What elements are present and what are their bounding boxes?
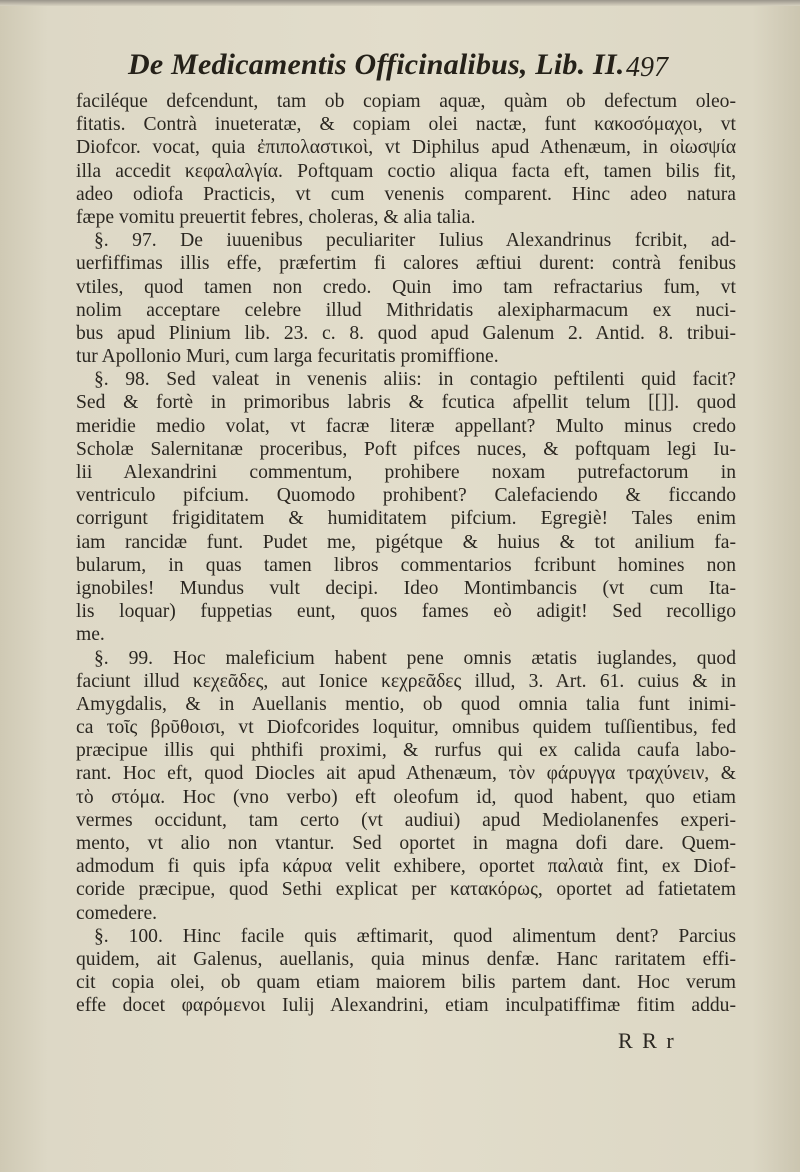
text-line: corrigunt frigiditatem & humiditatem pifcium. Egregiè! Tales enim [76, 508, 736, 530]
text-line: §. 99. Hoc maleficium habent pene omnis ætatis iuglandes, quod [94, 647, 736, 669]
text-line: vtiles, quod tamen non credo. Quin imo tam refractarius fum, vt [76, 276, 736, 298]
text-line: Sed & fortè in primoribus labris & fcutica afpellit telum [[]]. quod [76, 392, 736, 414]
text-line: lis loquar) fuppetias eunt, quos fames eò adigit! Sed recolligo [76, 601, 736, 623]
text-line: iam rancidæ funt. Pudet me, pigétque & huius & tot anilium fa- [76, 531, 736, 553]
text-line: Amygdalis, & in Auellanis mentio, ob quod omnia talia funt inimi- [76, 693, 736, 715]
signature-mark: R R r [618, 1028, 676, 1053]
text-line: uerfiffimas illis effe, præfertim fi calores æftiui durent: contrà fenibus [76, 253, 736, 275]
text-line: rant. Hoc eft, quod Diocles ait apud Athenæum, τὸν φάρυγγα τραχύνειν, & [76, 763, 736, 785]
text-line: Diofcor. vocat, quia ἐπιπολαστικοὶ, vt Diphilus apud Athenæum, in οἰωσψία [76, 137, 736, 159]
text-line: cit copia olei, ob quam etiam maiorem bilis partem dant. Hoc verum [76, 972, 736, 994]
text-line: me. [76, 624, 105, 646]
text-line: lii Alexandrini commentum, prohibere noxam putrefactorum in [76, 462, 736, 483]
page-number: 497 [626, 52, 668, 83]
text-line: præcipue illis qui phthifi proximi, & rurfus qui ex calida caufa labo- [76, 740, 736, 762]
text-line: bularum, in quas tamen libros commentarios fcribunt homines non [76, 554, 736, 576]
text-line: §. 100. Hinc facile quis æftimarit, quod alimentum dent? Parcius [94, 925, 736, 947]
body-text [76, 90, 736, 1018]
text-line: fitatis. Contrà inueteratæ, & copiam olei nactæ, funt κακοσόμαχοι, vt [76, 114, 736, 136]
text-line: tur Apollonio Muri, cum larga fecuritatis promiffione. [76, 346, 499, 368]
text-line: coride præcipue, quod Sethi explicat per κατακόρως, oportet ad fatietatem [76, 879, 736, 901]
text-line: mento, vt alio non vtantur. Sed oportet in magna dofi dare. Quem- [76, 833, 736, 854]
text-line: fæpe vomitu preuertit febres, choleras, & alia talia. [76, 206, 476, 228]
text-line: ignobiles! Mundus vult decipi. Ideo Montimbancis (vt cum Ita- [76, 577, 736, 599]
text-line: §. 97. De iuuenibus peculiariter Iulius Alexandrinus fcribit, ad- [94, 230, 736, 252]
text-line: ca τοῖς βρῦθοισι, vt Diofcorides loquitur, omnibus quidem tuſſientibus, fed [76, 717, 736, 739]
text-line: nolim acceptare celebre illud Mithridatis alexipharmacum ex nuci- [76, 299, 736, 321]
text-line: ventriculo pifcium. Quomodo prohibent? Calefaciendo & ficcando [76, 485, 736, 507]
page-top-edge [0, 0, 800, 6]
text-line: meridie medio volat, vt facræ literæ appellant? Multo minus credo [76, 415, 736, 437]
text-line: comedere. [76, 902, 158, 924]
text-line: §. 98. Sed valeat in venenis aliis: in contagio peftilenti quid facit? [94, 369, 736, 391]
text-line: faciléque defcendunt, tam ob copiam aquæ, quàm ob defectum oleo- [76, 91, 736, 112]
text-line: Scholæ Salernitanæ proceribus, Poft pifces nuces, & poftquam legi Iu- [76, 438, 736, 460]
text-line: vermes occidunt, tam certo (vt audiui) apud Mediolanenfes experi- [76, 809, 736, 831]
text-line: admodum fi quis ipfa κάρυα velit exhibere, oportet παλαιὰ fint, ex Diof- [76, 856, 736, 878]
text-line: faciunt illud κεχεᾶδες, aut Ionice κεχρεᾶδες illud, 3. Art. 61. cuius & in [76, 670, 736, 692]
text-line: bus apud Plinium lib. 23. c. 8. quod apud Galenum 2. Antid. 8. tribui- [76, 322, 736, 344]
text-line: adeo odiofa Practicis, vt cum venenis comparent. Hinc adeo natura [76, 183, 736, 205]
running-header [0, 48, 800, 88]
text-line: illa accedit κεφαλαλγία. Poftquam coctio aliqua facta eft, tamen bilis fit, [76, 160, 736, 182]
text-line: quidem, ait Galenus, auellanis, quia minus denfæ. Hanc raritatem effi- [76, 948, 736, 970]
running-title: De Medicamentis Officinalibus, Lib. II. [128, 48, 625, 81]
text-line: effe docet φαρόμενοι Iulij Alexandrini, etiam inculpatiffimæ fitim addu- [76, 995, 736, 1017]
text-line: τὸ στόμα. Hoc (vno verbo) eft oleofum id, quod habent, quo etiam [76, 786, 736, 808]
